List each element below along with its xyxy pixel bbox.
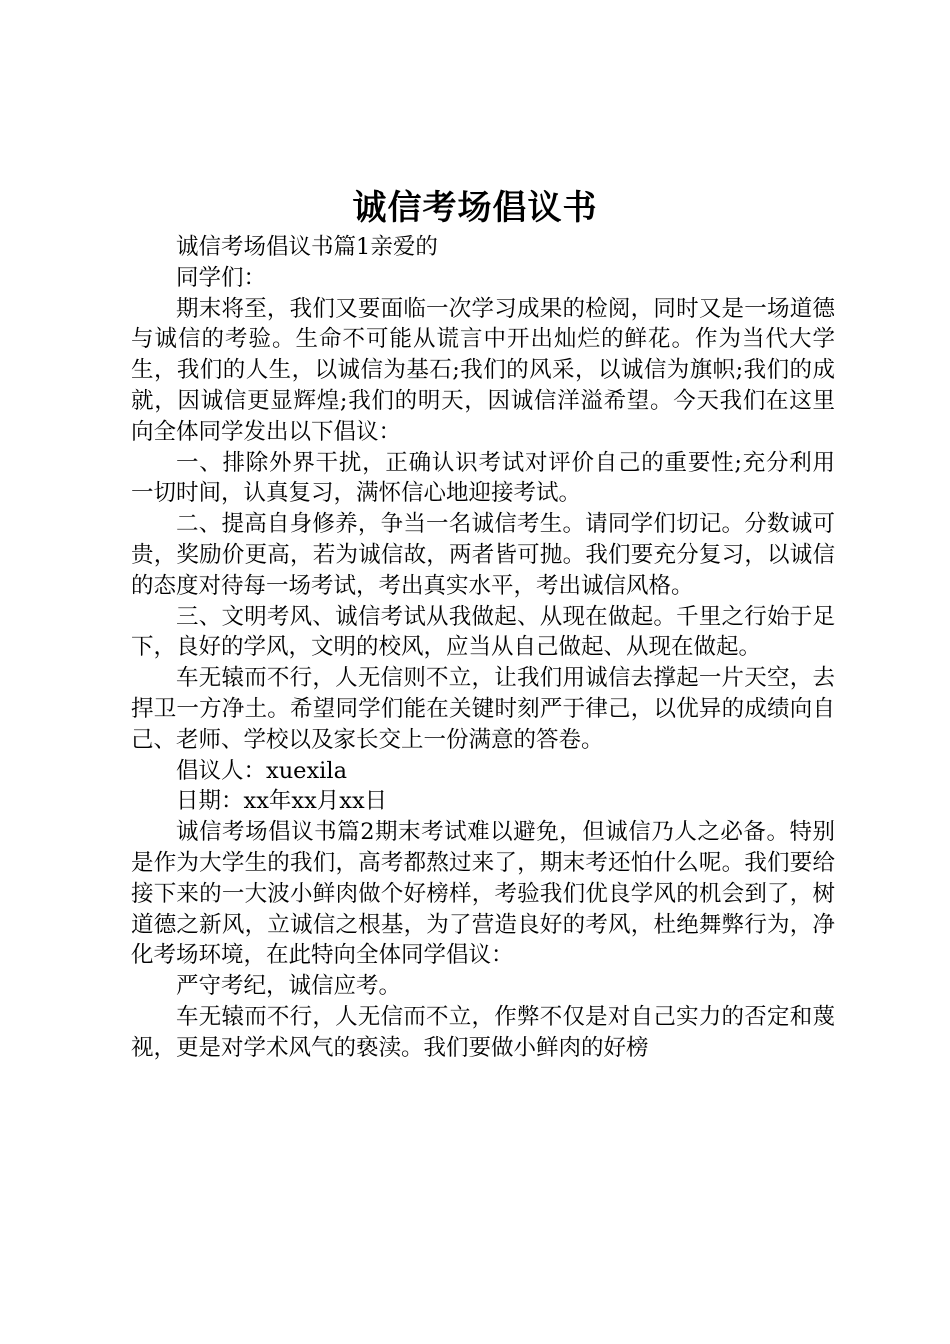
document-title: 诚信考场倡议书 [352,188,598,228]
paragraph-proposer: 倡议人：xuexila [176,757,347,784]
paragraph-part-2-intro: 诚信考场倡议书篇2期末考试难以避免，但诚信乃人之必备。特别是作为大学生的我们，高考都熬过来了，期末考还怕什么呢。我们要给接下来的一大波小鲜肉做个好榜样，考验我们优良学风的机会到了，树道德之新风，立诚信之根基，为了营造良好的考风，杜绝舞弊行为，净化考场环境，在此特向全体同学倡议： [131,819,835,969]
paragraph-greeting: 诚信考场倡议书篇1亲爱的 [176,234,438,260]
paragraph-point-3: 三、文明考风、诚信考试从我做起、从现在做起。千里之行始于足下，良好的学风，文明的校风，应当从自己做起、从现在做起。 [131,603,835,661]
paragraph-salutation: 同学们： [176,264,267,291]
document-body [131,232,835,1064]
paragraph-point-1: 一、排除外界干扰，正确认识考试对评价自己的重要性;充分利用一切时间，认真复习，满怀信心地迎接考试。 [131,449,835,507]
paragraph-part-2-heading: 严守考纪，诚信应考。 [176,973,402,1000]
paragraph-point-2: 二、提高自身修养，争当一名诚信考生。请同学们切记。分数诚可贵，奖励价更高，若为诚信故，两者皆可抛。我们要充分复习，以诚信的态度对待每一场考试，考出真实水平，考出诚信风格。 [131,511,835,599]
paragraph-part-2-body: 车无辕而不行，人无信而不立，作弊不仅是对自己实力的否定和蔑视，更是对学术风气的亵渎。我们要做小鲜肉的好榜 [131,1003,835,1061]
paragraph-intro: 期末将至，我们又要面临一次学习成果的检阅，同时又是一场道德与诚信的考验。生命不可能从谎言中开出灿烂的鲜花。作为当代大学生，我们的人生，以诚信为基石;我们的风采，以诚信为旗帜;我们的成就，因诚信更显辉煌;我们的明天，因诚信洋溢希望。今天我们在这里向全体同学发出以下倡议： [131,295,835,445]
paragraph-closing: 车无辕而不行，人无信则不立，让我们用诚信去撑起一片天空，去捍卫一方净土。希望同学们能在关键时刻严于律己，以优异的成绩向自己、老师、学校以及家长交上一份满意的答卷。 [131,665,835,753]
paragraph-date: 日期：xx年xx月xx日 [176,788,388,815]
